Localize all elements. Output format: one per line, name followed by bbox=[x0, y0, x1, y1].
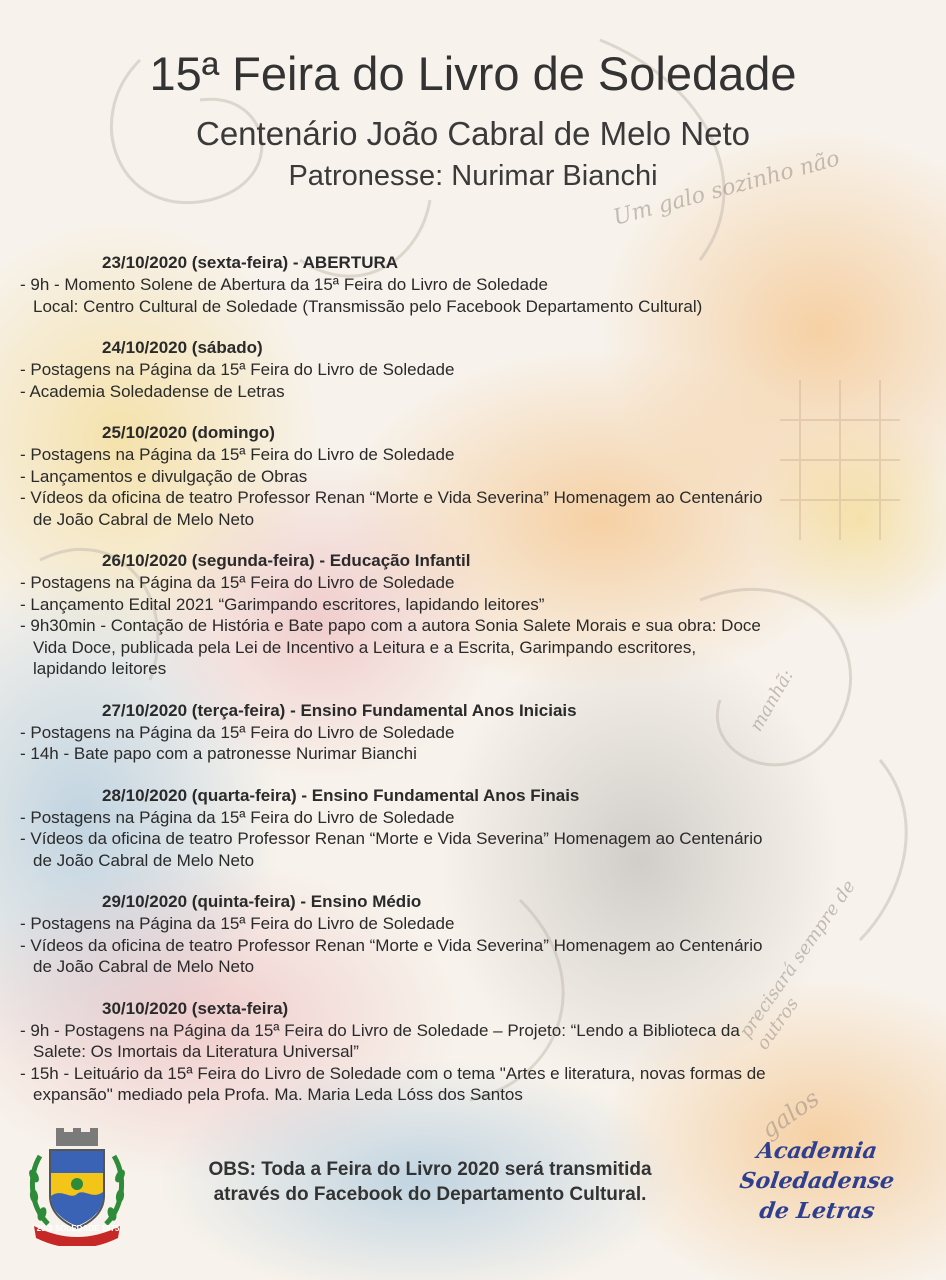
schedule-item: - Postagens na Página da 15ª Feira do Livro de Soledade bbox=[20, 807, 455, 827]
crest-banner-text: 29-3 SOLEDADE 1875 bbox=[36, 1224, 120, 1233]
patron-line: Patronesse: Nurimar Bianchi bbox=[288, 160, 658, 192]
schedule-item: - Vídeos da oficina de teatro Professor Renan “Morte e Vida Severina” Homenagem ao Centenário bbox=[20, 829, 763, 848]
background-verse-top: Um galo sozinho não bbox=[610, 146, 843, 231]
schedule-item: - 9h30min - Contação de História e Bate papo com a autora Sonia Salete Morais e sua obra: Doce bbox=[20, 616, 761, 635]
academy-logo bbox=[722, 1136, 912, 1226]
schedule-item: - Academia Soledadense de Letras bbox=[20, 381, 285, 401]
schedule-item: Local: Centro Cultural de Soledade (Transmissão pelo Facebook Departamento Cultural) bbox=[33, 296, 703, 316]
schedule-item: - Postagens na Página da 15ª Feira do Livro de Soledade bbox=[20, 360, 455, 379]
schedule-day-header: 28/10/2020 (quarta-feira) - Ensino Fundamental Anos Finais bbox=[102, 785, 580, 805]
schedule-item: - Postagens na Página da 15ª Feira do Livro de Soledade bbox=[20, 573, 455, 592]
page-subtitle: Centenário João Cabral de Melo Neto bbox=[196, 115, 750, 152]
schedule-day-header: 30/10/2020 (sexta-feira) bbox=[102, 998, 289, 1018]
schedule-item: - Postagens na Página da 15ª Feira do Livro de Soledade bbox=[20, 445, 455, 464]
schedule-item: - Lançamento Edital 2021 “Garimpando escritores, lapidando leitores” bbox=[20, 594, 545, 614]
schedule-item: - Vídeos da oficina de teatro Professor Renan “Morte e Vida Severina” Homenagem ao Centenário bbox=[20, 935, 763, 955]
schedule-item: de João Cabral de Melo Neto bbox=[33, 509, 255, 529]
schedule-item: lapidando leitores bbox=[33, 659, 167, 678]
schedule-day bbox=[20, 550, 900, 680]
schedule-item: de João Cabral de Melo Neto bbox=[33, 957, 255, 976]
schedule-item: Vida Doce, publicada pela Lei de Incentivo a Leitura e a Escrita, Garimpando escritores, bbox=[33, 637, 697, 657]
schedule-item: Salete: Os Imortais da Literatura Universal” bbox=[33, 1042, 359, 1061]
background-verse-bottom: galos bbox=[755, 1084, 825, 1144]
schedule-item: - 14h - Bate papo com a patronesse Nurimar Bianchi bbox=[20, 744, 417, 763]
schedule-day bbox=[20, 891, 900, 978]
schedule-item: - Postagens na Página da 15ª Feira do Livro de Soledade bbox=[20, 914, 455, 933]
schedule-day bbox=[20, 252, 900, 317]
background-verse-mid: manhã: bbox=[745, 665, 798, 736]
obs-line-2: através do Facebook do Departamento Cultural. bbox=[213, 1184, 647, 1205]
schedule-item: de João Cabral de Melo Neto bbox=[33, 850, 255, 870]
schedule-day-header: 24/10/2020 (sábado) bbox=[102, 338, 263, 357]
schedule-day bbox=[20, 785, 900, 872]
schedule-day-header: 26/10/2020 (segunda-feira) - Educação Infantil bbox=[102, 551, 471, 570]
schedule-day bbox=[20, 422, 900, 530]
schedule-item: - 9h - Postagens na Página da 15ª Feira do Livro de Soledade – Projeto: “Lendo a Biblioteca da bbox=[20, 1020, 740, 1040]
schedule-item: - Postagens na Página da 15ª Feira do Livro de Soledade bbox=[20, 722, 455, 742]
academy-line-1: Academia bbox=[755, 1138, 879, 1164]
page-title: 15ª Feira do Livro de Soledade bbox=[149, 47, 797, 100]
schedule-item: - Vídeos da oficina de teatro Professor Renan “Morte e Vida Severina” Homenagem ao Centenário bbox=[20, 488, 763, 507]
obs-note bbox=[150, 1157, 710, 1207]
schedule-day-header: 25/10/2020 (domingo) bbox=[102, 423, 275, 442]
schedule-day bbox=[20, 337, 900, 402]
schedule-day-header: 23/10/2020 (sexta-feira) - ABERTURA bbox=[102, 253, 399, 272]
academy-line-3: de Letras bbox=[757, 1198, 877, 1224]
background-verse-lower: precisará sempre de outros bbox=[735, 876, 860, 1054]
schedule-day-header: 27/10/2020 (terça-feira) - Ensino Fundamental Anos Iniciais bbox=[102, 700, 577, 720]
schedule-item: - Lançamentos e divulgação de Obras bbox=[20, 466, 308, 486]
schedule-day-header: 29/10/2020 (quinta-feira) - Ensino Médio bbox=[102, 892, 422, 911]
schedule-item: - 9h - Momento Solene de Abertura da 15ª Feira do Livro de Soledade bbox=[20, 275, 548, 294]
schedule-item: expansão" mediado pela Profa. Ma. Maria Leda Lóss dos Santos bbox=[33, 1085, 523, 1104]
obs-line-1: OBS: Toda a Feira do Livro 2020 será transmitida bbox=[208, 1159, 652, 1180]
schedule-item: - 15h - Leituário da 15ª Feira do Livro de Soledade com o tema "Artes e literatura, novas formas de bbox=[20, 1063, 766, 1083]
academy-line-2: Soledadense bbox=[738, 1168, 896, 1194]
